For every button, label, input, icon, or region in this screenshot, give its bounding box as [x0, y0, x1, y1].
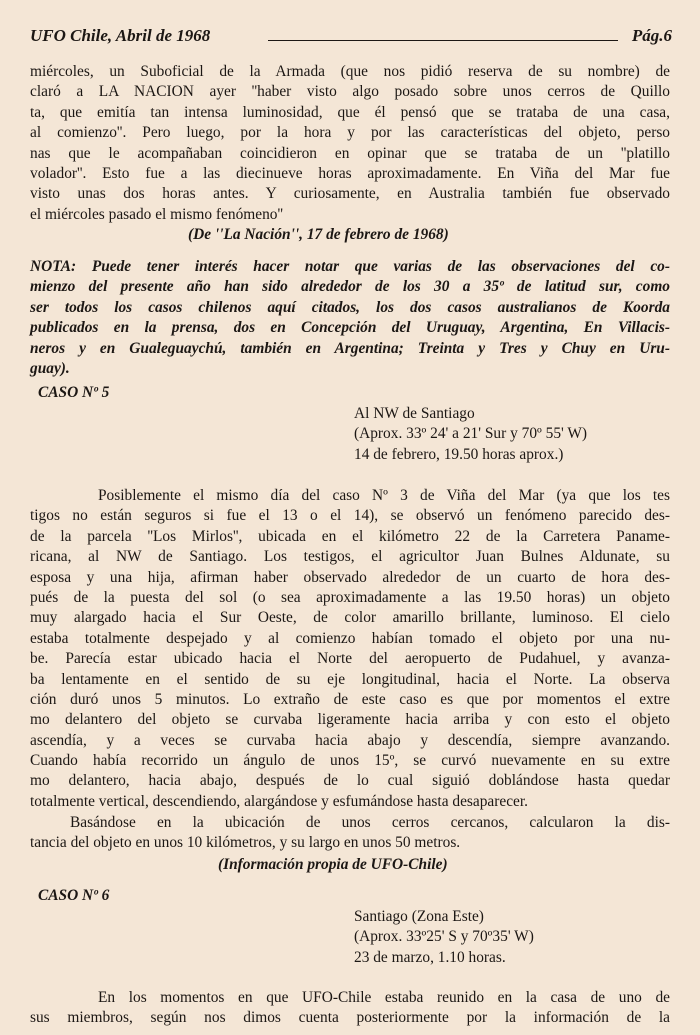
page-number: Pág.6 — [631, 26, 672, 45]
magazine-title: UFO Chile, Abril de 1968 — [30, 26, 211, 45]
caso-5-source: (Información propia de UFO-Chile) — [218, 856, 448, 873]
text-line: guay). — [30, 359, 70, 377]
news-quote-paragraph — [30, 62, 670, 225]
text-line: En los momentos en que UFO-Chile estaba reunido en la casa de uno de — [98, 989, 670, 1006]
text-line: tigos no están seguros si fue el 13 o el 14), se observó un fenómeno parecido des- — [30, 507, 670, 525]
text-line: sus miembros, según nos dimos cuenta posteriormente por la información de la — [30, 1009, 670, 1027]
text-line: esposa y una hija, afirman haber observado alrededor de un cuarto de hora des- — [30, 568, 670, 586]
caso-6-paragraph — [30, 988, 670, 1029]
text-line: NOTA: Puede tener interés hacer notar que varias de las observaciones del co- — [30, 258, 670, 275]
text-line: ta, que emitía tan intensa luminosidad, que él pensó que se trataba de una casa, — [30, 103, 670, 121]
text-line: ricana, al NW de Santiago. Los testigos, el agricultor Juan Bulnes Aldunate, su — [30, 548, 670, 566]
caso-5-location — [354, 404, 587, 465]
caso-6-location — [354, 907, 534, 968]
text-line: be. Parecía estar ubicado hacia el Norte del aeropuerto de Pudahuel, y avanza- — [30, 650, 670, 668]
text-line: ba lentamente en el sentido de su eje longitudinal, hacia el Norte. La observa — [30, 670, 670, 688]
text-line: el miércoles pasado el mismo fenómeno'' — [30, 205, 284, 223]
text-line: volador''. Esto fue a las diecinueve horas aproximadamente. En Viña del Mar fue — [30, 164, 670, 182]
location-place: Al NW de Santiago — [354, 405, 475, 422]
text-line: Posiblemente el mismo día del caso Nº 3 de Viña del Mar (ya que los tes — [98, 487, 670, 504]
text-line: visto unas dos horas antes. Y curiosamente, en Australia también fue observado — [30, 185, 670, 203]
text-line: publicados en la prensa, dos en Concepción del Uruguay, Argentina, En Villacis- — [30, 319, 670, 337]
location-date: 14 de febrero, 19.50 horas aprox.) — [354, 445, 564, 463]
text-line: totalmente vertical, descendiendo, alargándose y esfumándose hasta desaparecer. — [30, 792, 528, 810]
text-line: ser todos los casos chilenos aquí citados, los dos casos australianos de Koorda — [30, 298, 670, 316]
text-line: ascendía, y a veces se curvaba hacia abajo y descendía, siempre avanzando. — [30, 731, 670, 749]
location-coordinates: (Aprox. 33º 24' a 21' Sur y 70º 55' W) — [354, 425, 588, 443]
text-line: miércoles, un Suboficial de la Armada (que nos pidió reserva de su nombre) de — [30, 63, 670, 80]
note-paragraph — [30, 257, 670, 379]
location-date: 23 de marzo, 1.10 horas. — [354, 948, 506, 966]
text-line: mienzo del presente año han sido alrededor de los 30 a 35º de latitud sur, como — [30, 278, 670, 296]
text-line: claró a LA NACION ayer ''haber visto algo posado sobre unos cerros de Quillo — [30, 83, 670, 101]
text-line: Basándose en la ubicación de unos cerros cercanos, calcularon la dis- — [70, 814, 670, 831]
text-line: mo delantero del objeto se curvaba ligeramente hacia arriba y con esto el objeto — [30, 711, 670, 729]
text-line: al comienzo''. Pero luego, por la hora y por las características del objeto, perso — [30, 124, 670, 142]
text-line: pués de la puesta del sol (o sea aproximadamente a las 19.50 horas) un objeto — [30, 588, 670, 606]
page-header — [30, 26, 672, 48]
location-place: Santiago (Zona Este) — [354, 908, 484, 925]
caso-5-heading: CASO Nº 5 — [38, 384, 110, 401]
text-line: estaba totalmente despejado y al comienzo habían tomado el objeto por una nu- — [30, 629, 670, 647]
text-line: ción duró unos 5 minutos. Lo extraño de este caso es que por momentos el extre — [30, 690, 670, 708]
text-line: de la parcela ''Los Mirlos'', ubicada en el kilómetro 22 de la Carretera Paname- — [30, 527, 670, 545]
location-coordinates: (Aprox. 33º25' S y 70º35' W) — [354, 928, 534, 946]
header-rule — [268, 40, 618, 41]
text-line: mo delantero, hacia abajo, después de lo cual siguió doblándose hasta quedar — [30, 772, 670, 790]
text-line: nas que le acompañaban coincidieron en opinar que se trataba de un ''platillo — [30, 144, 670, 162]
text-line: Cuando había recorrido un ángulo de unos 15º, se curvó nuevamente en su extre — [30, 752, 670, 770]
caso-6-heading: CASO Nº 6 — [38, 887, 110, 904]
caso-5-paragraph — [30, 486, 670, 812]
text-line: tancia del objeto en unos 10 kilómetros, y su largo en unos 50 metros. — [30, 834, 461, 852]
text-line: neros y en Gualeguaychú, también en Argentina; Treinta y Tres y Chuy en Uru- — [30, 339, 670, 357]
caso-5-paragraph-2 — [30, 813, 670, 854]
source-citation: (De ''La Nación'', 17 de febrero de 1968) — [188, 226, 449, 243]
text-line: muy alargado hacia el Sur Oeste, de color amarillo brillante, luminoso. El cielo — [30, 609, 670, 627]
